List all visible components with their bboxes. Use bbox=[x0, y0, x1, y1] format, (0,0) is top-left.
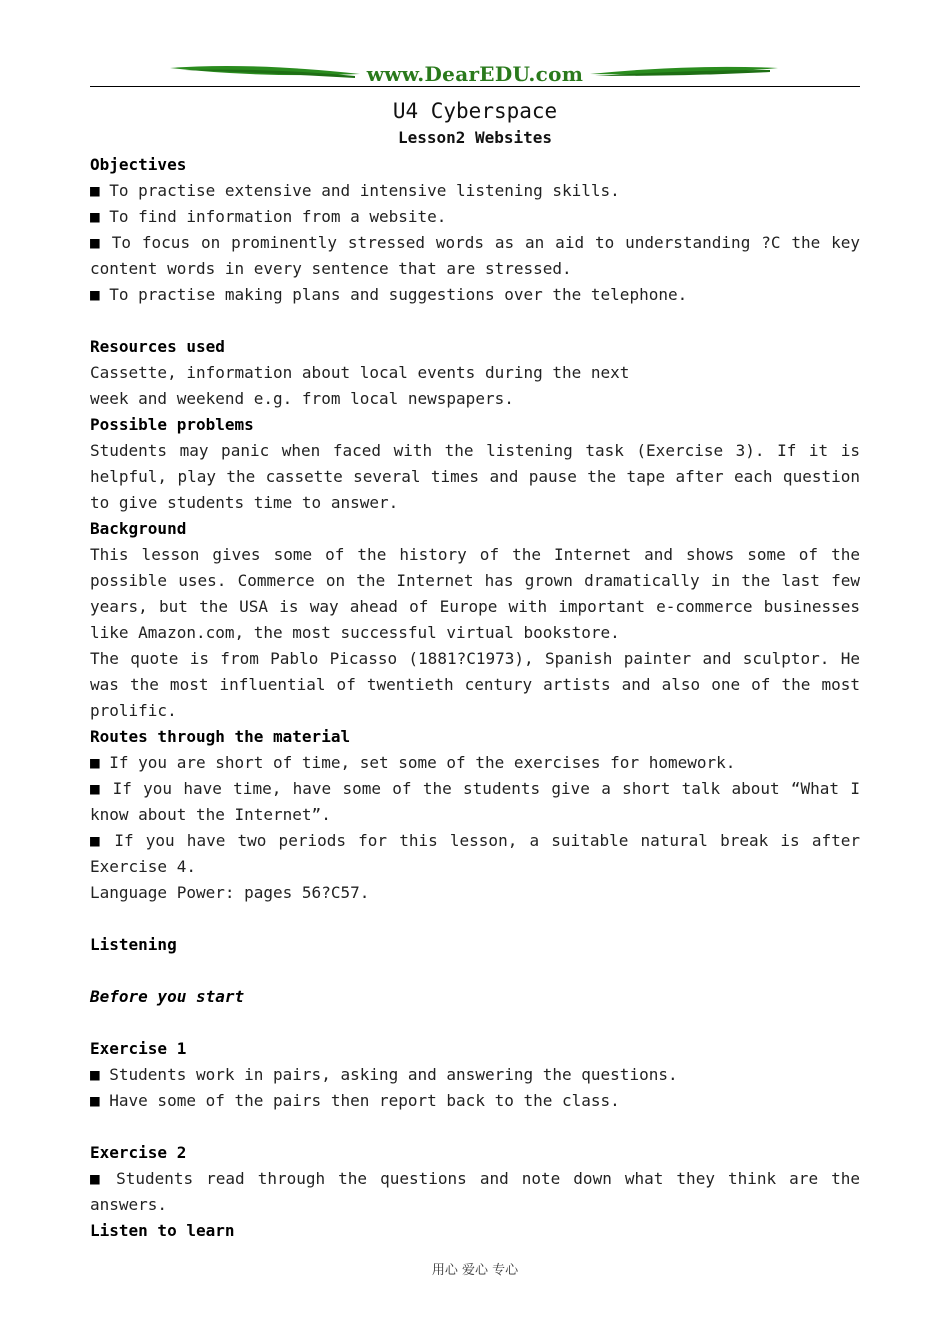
page-footer: 用心 爱心 专心 bbox=[431, 1263, 519, 1278]
page-title: U4 Cyberspace bbox=[392, 99, 558, 123]
objective-item bbox=[90, 230, 860, 282]
objectives-heading: Objectives bbox=[90, 155, 187, 174]
language-power: Language Power: pages 56?C57. bbox=[90, 883, 370, 902]
exercise2-heading: Exercise 2 bbox=[90, 1143, 187, 1162]
objective-item bbox=[90, 178, 860, 204]
spacer bbox=[90, 906, 860, 932]
objective-text: To practise extensive and intensive listening skills. bbox=[109, 181, 620, 200]
spacer bbox=[90, 308, 860, 334]
route-text: If you have two periods for this lesson, a suitable natural break is after Exercise 4. bbox=[90, 831, 861, 876]
spacer bbox=[90, 1010, 860, 1036]
header-rule bbox=[90, 86, 860, 87]
site-logo-text[interactable]: www.DearEDU.com bbox=[366, 62, 584, 86]
exercise1-text: Have some of the pairs then report back to the class. bbox=[109, 1091, 620, 1110]
resources-heading: Resources used bbox=[90, 337, 225, 356]
exercise1-item bbox=[90, 1088, 860, 1114]
resources-line: week and weekend e.g. from local newspapers. bbox=[90, 389, 514, 408]
lesson-body bbox=[90, 152, 860, 1244]
problems-heading: Possible problems bbox=[90, 415, 254, 434]
objective-item bbox=[90, 282, 860, 308]
background-paragraph: This lesson gives some of the history of the Internet and shows some of the possible uses. Commerce on the Internet has grown dramatically in the last few years, but the USA is way ahead of Europe with important e-commerce businesses like Amazon.com, the most successful virtual bookstore. bbox=[90, 545, 860, 642]
listen-to-learn-heading: Listen to learn bbox=[90, 1221, 235, 1240]
routes-heading: Routes through the material bbox=[90, 727, 351, 746]
spacer bbox=[90, 1114, 860, 1140]
exercise1-item bbox=[90, 1062, 860, 1088]
spacer bbox=[90, 958, 860, 984]
exercise2-item bbox=[90, 1166, 860, 1218]
route-item bbox=[90, 776, 860, 828]
lesson-subtitle: Lesson2 Websites bbox=[397, 128, 553, 147]
objective-item bbox=[90, 204, 860, 230]
route-item bbox=[90, 750, 860, 776]
route-text: If you have time, have some of the students give a short talk about “What I know about the Internet”. bbox=[90, 779, 860, 824]
route-text: If you are short of time, set some of the exercises for homework. bbox=[109, 753, 736, 772]
before-you-start-heading: Before you start bbox=[90, 987, 245, 1006]
exercise2-text: Students read through the questions and note down what they think are the answers. bbox=[90, 1169, 860, 1214]
resources-line: Cassette, information about local events during the next bbox=[90, 363, 630, 382]
background-paragraph: The quote is from Pablo Picasso (1881?C1973), Spanish painter and sculptor. He was the most influential of twentieth century artists and also one of the most prolific. bbox=[90, 649, 860, 720]
objective-text: To focus on prominently stressed words as an aid to understanding ?C the key content words in every sentence that are stressed. bbox=[90, 233, 861, 278]
exercise1-text: Students work in pairs, asking and answering the questions. bbox=[109, 1065, 678, 1084]
objective-text: To find information from a website. bbox=[109, 207, 447, 226]
listening-heading: Listening bbox=[90, 935, 177, 954]
problems-text: Students may panic when faced with the listening task (Exercise 3). If it is helpful, play the cassette several times and pause the tape after each question to give students time to answer. bbox=[90, 441, 860, 512]
route-item bbox=[90, 828, 860, 880]
exercise1-heading: Exercise 1 bbox=[90, 1039, 187, 1058]
background-heading: Background bbox=[90, 519, 187, 538]
objective-text: To practise making plans and suggestions over the telephone. bbox=[109, 285, 688, 304]
